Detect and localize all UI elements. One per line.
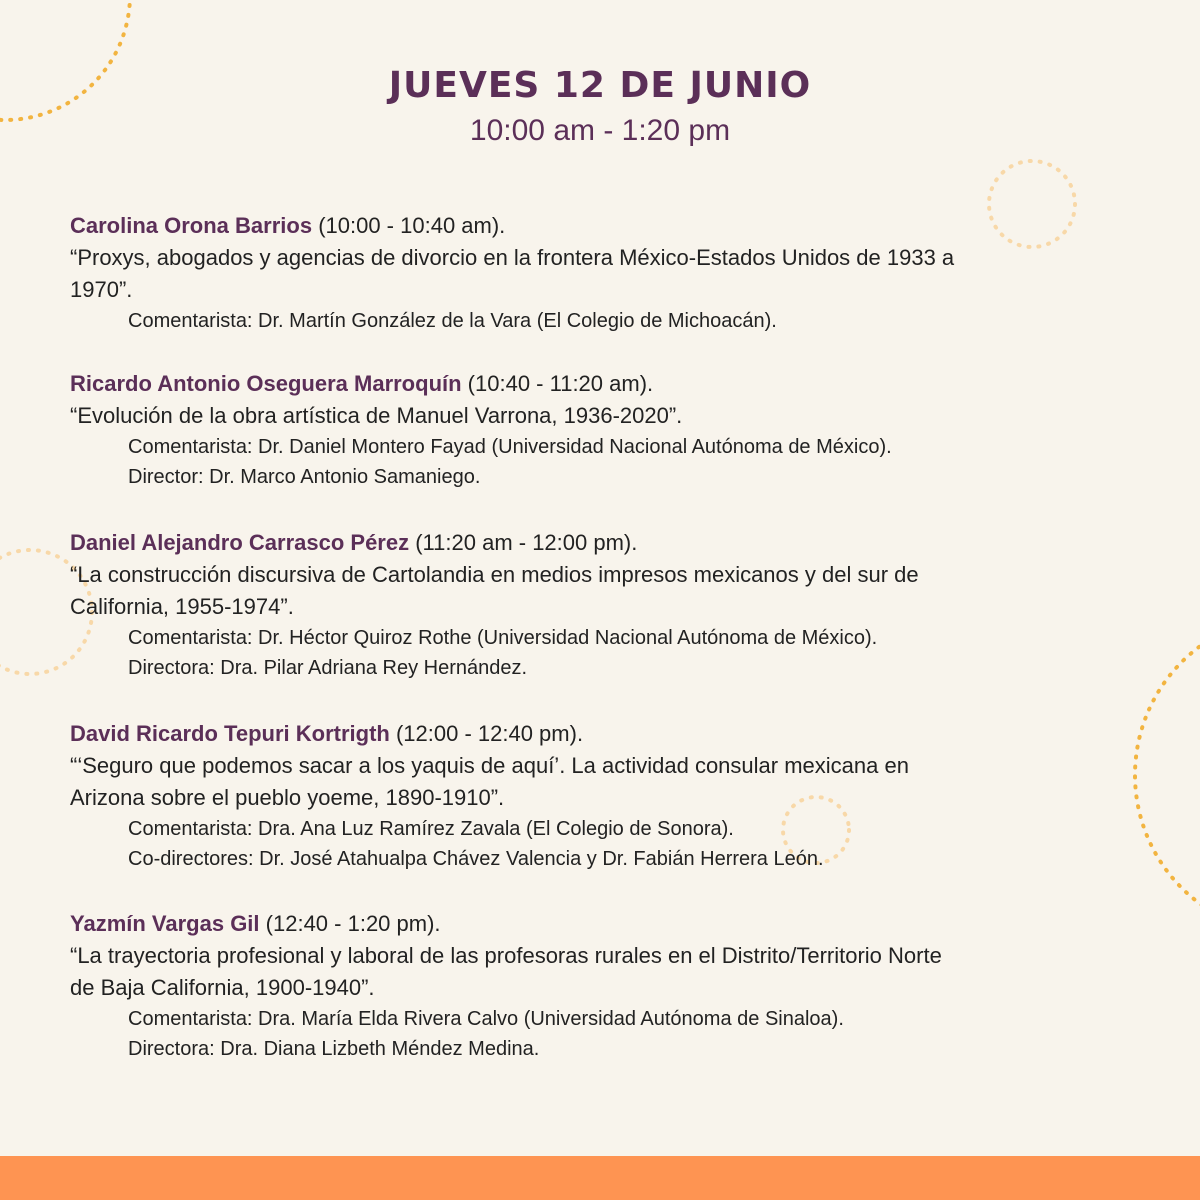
time-range: 10:00 am - 1:20 pm [469,114,731,147]
thesis-title: 1970”. [70,277,133,302]
footer-bar [0,1156,1200,1200]
time-slot: (11:20 am - 12:00 pm). [409,530,638,555]
thesis-title: “Evolución de la obra artística de Manuel Varrona, 1936-2020”. [70,403,683,428]
director: Director: Dr. Marco Antonio Samaniego. [128,466,481,488]
commentator: Comentarista: Dra. María Elda Rivera Calvo (Universidad Autónoma de Sinaloa). [128,1008,844,1030]
schedule-entry [70,368,1140,492]
schedule-entry [70,527,1140,683]
header [0,62,1200,150]
thesis-title: Arizona sobre el pueblo yoeme, 1890-1910”. [70,785,505,810]
page-title: JUEVES 12 DE JUNIO [388,65,812,106]
schedule-entry [70,210,1140,336]
presenter-name: Yazmín Vargas Gil [70,911,260,936]
time-slot: (12:00 - 12:40 pm). [389,721,584,746]
time-slot: (10:00 - 10:40 am). [312,213,506,238]
commentator: Comentarista: Dr. Martín González de la Vara (El Colegio de Michoacán). [128,310,777,332]
thesis-title: “La construcción discursiva de Cartolandia en medios impresos mexicanos y del sur de [70,562,919,587]
time-slot: (10:40 - 11:20 am). [461,371,654,396]
commentator: Comentarista: Dra. Ana Luz Ramírez Zavala (El Colegio de Sonora). [128,818,734,840]
thesis-title: “La trayectoria profesional y laboral de las profesoras rurales en el Distrito/Territorio Norte [70,943,942,968]
commentator: Comentarista: Dr. Daniel Montero Fayad (Universidad Nacional Autónoma de México). [128,436,892,458]
thesis-title: “‘Seguro que podemos sacar a los yaquis de aquí’. La actividad consular mexicana en [70,753,909,778]
thesis-title: California, 1955-1974”. [70,594,294,619]
schedule-entry [70,718,1140,874]
director: Co-directores: Dr. José Atahualpa Chávez Valencia y Dr. Fabián Herrera León. [128,848,824,870]
time-slot: (12:40 - 1:20 pm). [259,911,441,936]
presenter-name: Daniel Alejandro Carrasco Pérez [70,530,410,555]
presenter-name: Ricardo Antonio Oseguera Marroquín [70,371,462,396]
director: Directora: Dra. Diana Lizbeth Méndez Medina. [128,1038,540,1060]
presenter-name: David Ricardo Tepuri Kortrigth [70,721,390,746]
commentator: Comentarista: Dr. Héctor Quiroz Rothe (Universidad Nacional Autónoma de México). [128,627,878,649]
schedule-entry [70,908,1140,1064]
director: Directora: Dra. Pilar Adriana Rey Hernández. [128,657,528,679]
thesis-title: “Proxys, abogados y agencias de divorcio en la frontera México-Estados Unidos de 1933 a [70,245,955,270]
thesis-title: de Baja California, 1900-1940”. [70,975,375,1000]
presenter-name: Carolina Orona Barrios [70,213,313,238]
